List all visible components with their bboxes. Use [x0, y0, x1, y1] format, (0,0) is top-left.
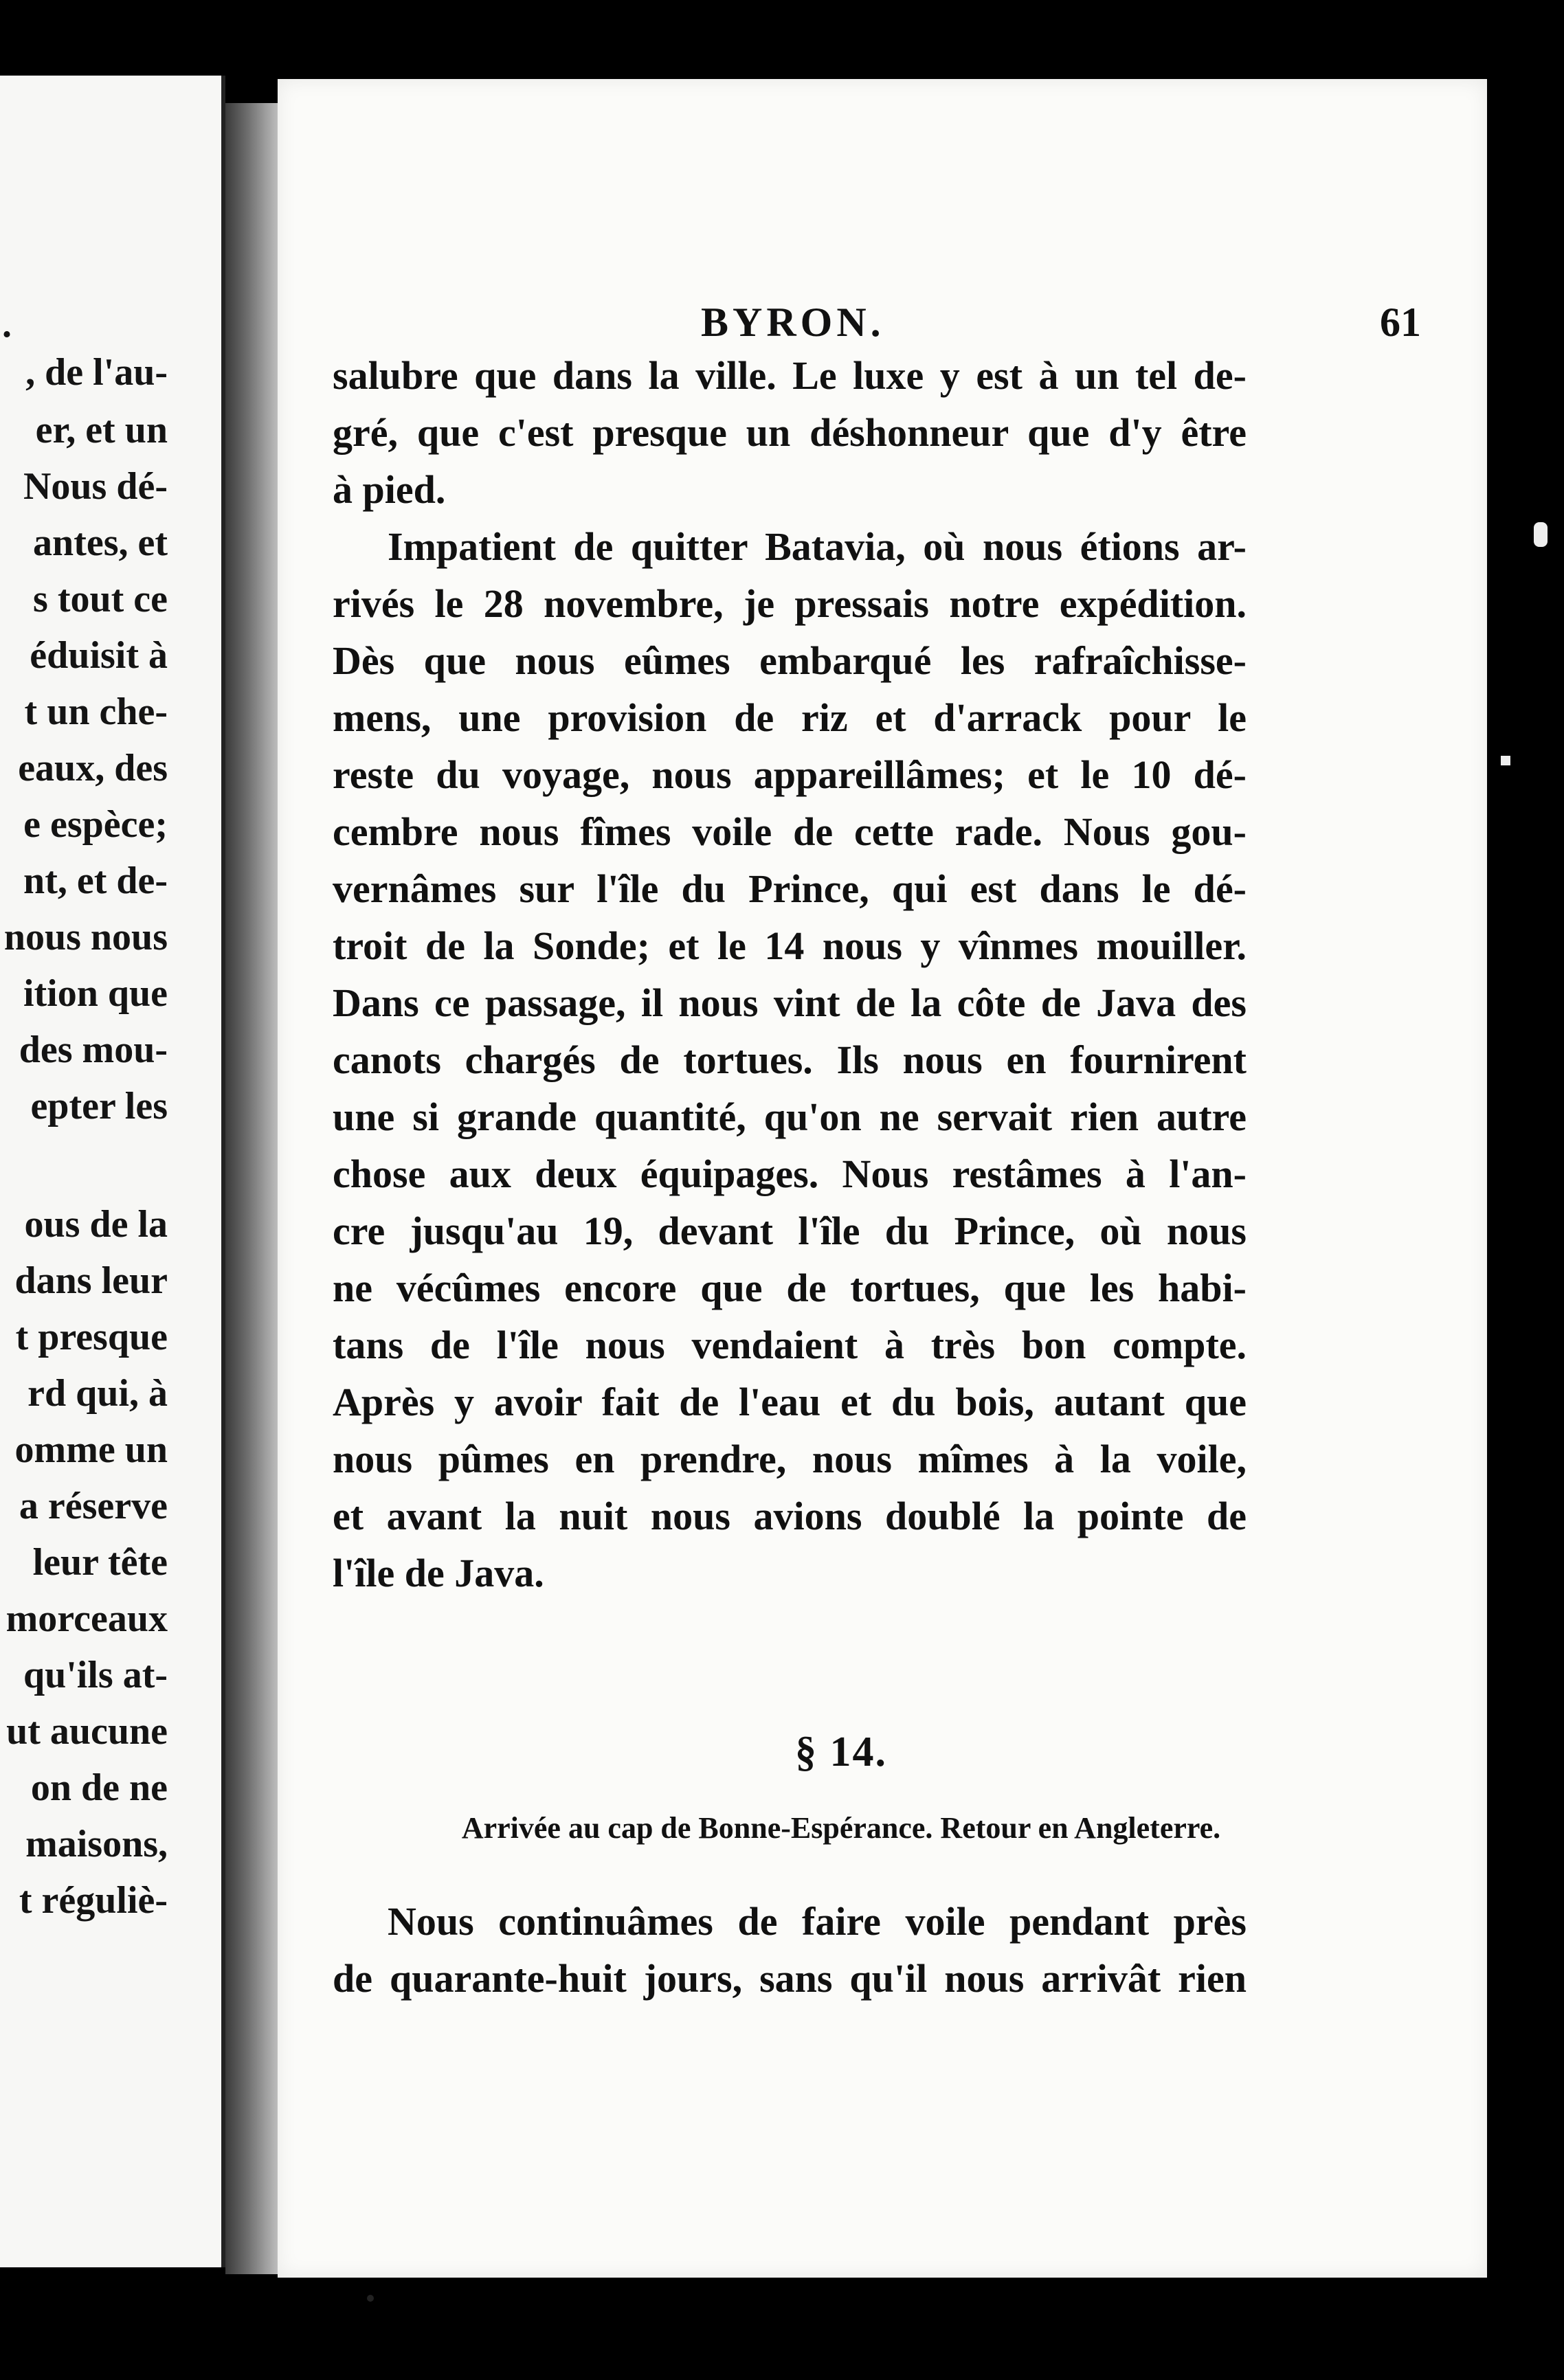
left-line-7: t un che- — [24, 691, 168, 733]
page-number: 61 — [1380, 300, 1421, 345]
text-line: cembre nous fîmes voile de cette rade. Nous gou- — [333, 809, 1247, 854]
text-line: Impatient de quitter Batavia, où nous étions ar- — [388, 524, 1247, 569]
left-line-26: maisons, — [25, 1823, 168, 1865]
text-line: de quarante-huit jours, sans qu'il nous arrivât rien — [333, 1956, 1247, 2001]
text-line: nous pûmes en prendre, nous mîmes à la voile, — [333, 1437, 1247, 1481]
left-line-5: s tout ce — [33, 578, 168, 620]
text-line: Après y avoir fait de l'eau et du bois, autant que — [333, 1380, 1247, 1424]
left-line-9: e espèce; — [23, 803, 168, 846]
text-line: gré, que c'est presque un déshonneur que d'y être — [333, 410, 1247, 455]
text-line: une si grande quantité, qu'on ne servait rien autre — [333, 1094, 1247, 1139]
left-line-24: ut aucune — [6, 1710, 168, 1753]
left-line-12: ition que — [23, 972, 168, 1015]
left-line-22: morceaux — [5, 1597, 168, 1640]
left-line-14: epter les — [30, 1085, 168, 1127]
left-line-16: dans leur — [14, 1259, 168, 1302]
text-line: salubre que dans la ville. Le luxe y est à un tel de- — [333, 353, 1247, 398]
text-line: ne vécûmes encore que de tortues, que les habi- — [333, 1266, 1247, 1310]
left-line-19: omme un — [14, 1428, 168, 1471]
left-line-13: des mou- — [19, 1029, 168, 1071]
text-line: mens, une provision de riz et d'arrack pour le — [333, 695, 1247, 740]
left-line-17: t presque — [15, 1316, 168, 1358]
body-text — [333, 347, 1247, 1602]
text-line: vernâmes sur l'île du Prince, qui est dans le dé- — [333, 866, 1247, 911]
running-head — [278, 299, 1487, 347]
left-line-4: antes, et — [33, 521, 168, 564]
left-line-3: Nous dé- — [23, 465, 168, 508]
text-line: tans de l'île nous vendaient à très bon compte. — [333, 1323, 1247, 1367]
section-summary: Arrivée au cap de Bonne-Espérance. Retour en Angleterre. — [461, 1811, 1221, 1845]
text-line: reste du voyage, nous appareillâmes; et le 10 dé- — [333, 752, 1247, 797]
binding-gutter — [225, 103, 278, 2274]
text-line: à pied. — [333, 467, 446, 512]
left-line-15: ous de la — [24, 1203, 168, 1246]
text-line: troit de la Sonde; et le 14 nous y vînmes mouiller. — [333, 923, 1247, 968]
text-line: l'île de Java. — [333, 1551, 544, 1595]
running-title: BYRON. — [701, 300, 885, 345]
text-line: Nous continuâmes de faire voile pendant près — [388, 1899, 1247, 1944]
left-line-23: qu'ils at- — [23, 1654, 168, 1696]
left-line-6: éduisit à — [30, 634, 168, 677]
scan-artifact — [1501, 756, 1510, 765]
left-line-21: leur tête — [32, 1541, 168, 1584]
left-line-1: , de l'au- — [25, 351, 168, 394]
text-line: cre jusqu'au 19, devant l'île du Prince, où nous — [333, 1209, 1247, 1253]
text-line: chose aux deux équipages. Nous restâmes à l'an- — [333, 1152, 1247, 1196]
text-line: rivés le 28 novembre, je pressais notre expédition. — [333, 581, 1247, 626]
body-text-continued — [333, 1893, 1247, 2007]
left-line-8: eaux, des — [18, 747, 168, 789]
scan-artifact — [1534, 522, 1548, 547]
left-line-10: nt, et de- — [23, 860, 168, 902]
left-line-27: t réguliè- — [19, 1879, 168, 1922]
previous-page-fragment — [0, 76, 225, 2267]
text-line: Dès que nous eûmes embarqué les rafraîchisse- — [333, 638, 1247, 683]
ink-speck — [367, 2295, 374, 2302]
left-line-11: nous nous — [3, 916, 168, 958]
section-heading: § 14. — [795, 1729, 887, 1775]
left-line-0: . — [2, 303, 12, 346]
left-line-25: on de ne — [30, 1766, 168, 1809]
text-line: Dans ce passage, il nous vint de la côte de Java des — [333, 980, 1247, 1025]
text-line: canots chargés de tortues. Ils nous en fournirent — [333, 1037, 1247, 1082]
book-page — [278, 79, 1487, 2278]
left-line-18: rd qui, à — [27, 1372, 168, 1415]
left-line-20: a réserve — [19, 1485, 168, 1527]
text-line: et avant la nuit nous avions doublé la pointe de — [333, 1494, 1247, 1538]
left-line-2: er, et un — [35, 409, 168, 451]
